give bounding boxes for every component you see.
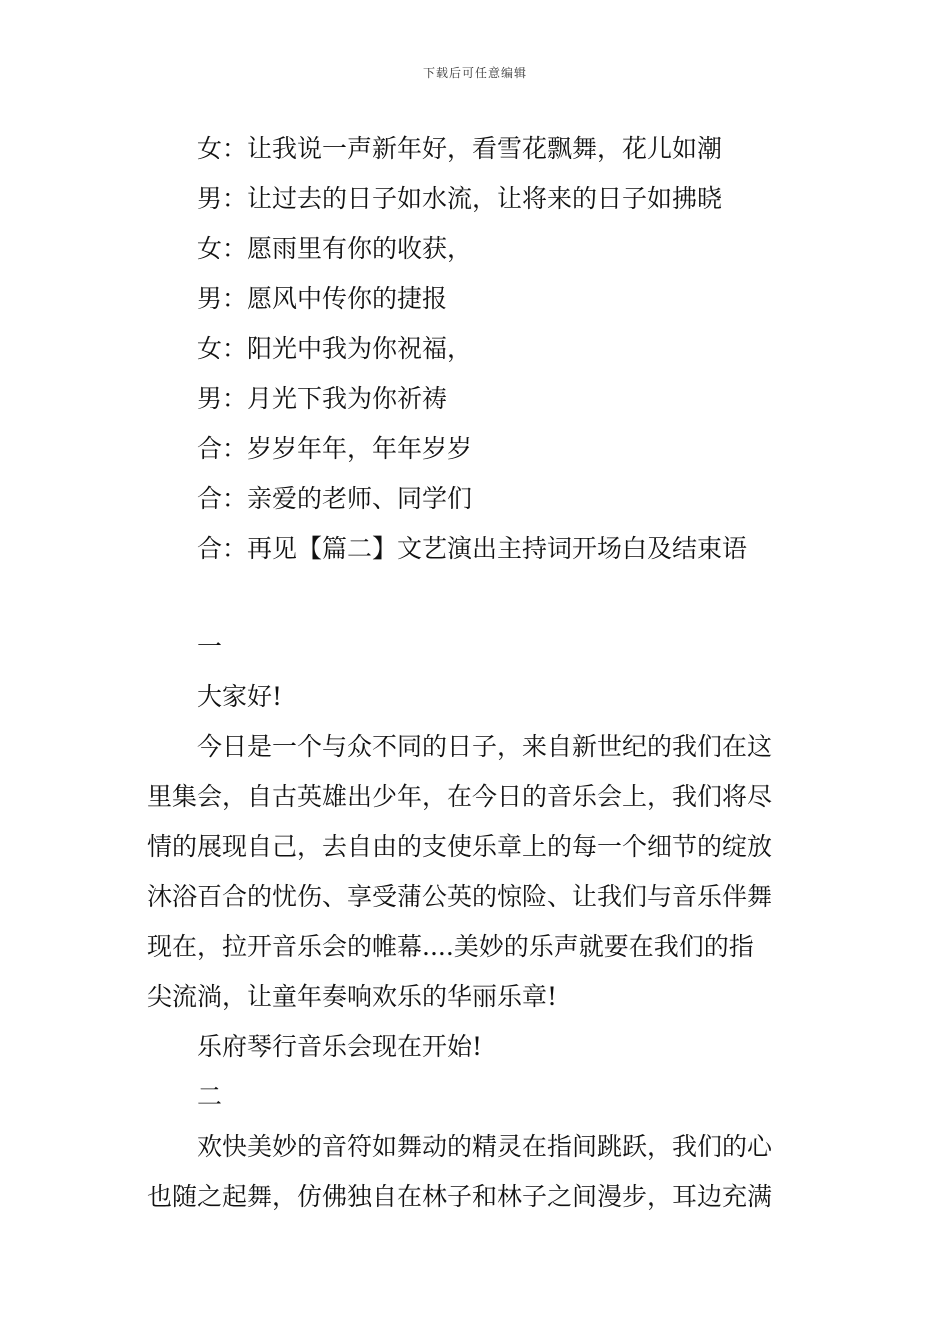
paragraph-line: 沐浴百合的忧伤、享受蒲公英的惊险、让我们与音乐伴舞 xyxy=(147,882,773,911)
section-two-paragraph xyxy=(147,1122,807,1222)
section-one-paragraph xyxy=(147,722,807,1022)
section-heading-one: 一 xyxy=(197,632,223,661)
dialogue-line: 男：让过去的日子如水流，让将来的日子如拂晓 xyxy=(197,184,723,213)
dialogue-line: 男：愿风中传你的捷报 xyxy=(197,284,448,313)
dialogue-line: 合：岁岁年年，年年岁岁 xyxy=(197,434,473,463)
paragraph-line: 今日是一个与众不同的日子，来自新世纪的我们在这 xyxy=(197,732,773,761)
paragraph-line: 欢快美妙的音符如舞动的精灵在指间跳跃，我们的心 xyxy=(197,1132,773,1161)
paragraph-line: 情的展现自己，去自由的支使乐章上的每一个细节的绽放 xyxy=(147,832,773,861)
dialogue-line: 合：亲爱的老师、同学们 xyxy=(197,484,473,513)
dialogue-line: 女：阳光中我为你祝福， xyxy=(197,334,473,363)
dialogue-line: 合：再见【篇二】文艺演出主持词开场白及结束语 xyxy=(197,534,748,563)
page-header-note: 下载后可任意编辑 xyxy=(422,66,527,80)
dialogue-line: 男：月光下我为你祈祷 xyxy=(197,384,448,413)
closing-line: 乐府琴行音乐会现在开始! xyxy=(197,1032,483,1061)
dialogue-block xyxy=(197,124,897,574)
paragraph-line: 尖流淌，让童年奏响欢乐的华丽乐章! xyxy=(147,982,558,1011)
paragraph-line: 里集会，自古英雄出少年，在今日的音乐会上，我们将尽 xyxy=(147,782,773,811)
paragraph-line: 现在，拉开音乐会的帷幕....美妙的乐声就要在我们的指 xyxy=(147,932,754,961)
dialogue-line: 女：愿雨里有你的收获， xyxy=(197,234,473,263)
dialogue-line: 女：让我说一声新年好，看雪花飘舞，花儿如潮 xyxy=(197,134,723,163)
paragraph-line: 也随之起舞，仿佛独自在林子和林子之间漫步，耳边充满 xyxy=(147,1182,773,1211)
section-heading-two: 二 xyxy=(197,1082,223,1111)
greeting-line: 大家好! xyxy=(197,682,283,711)
